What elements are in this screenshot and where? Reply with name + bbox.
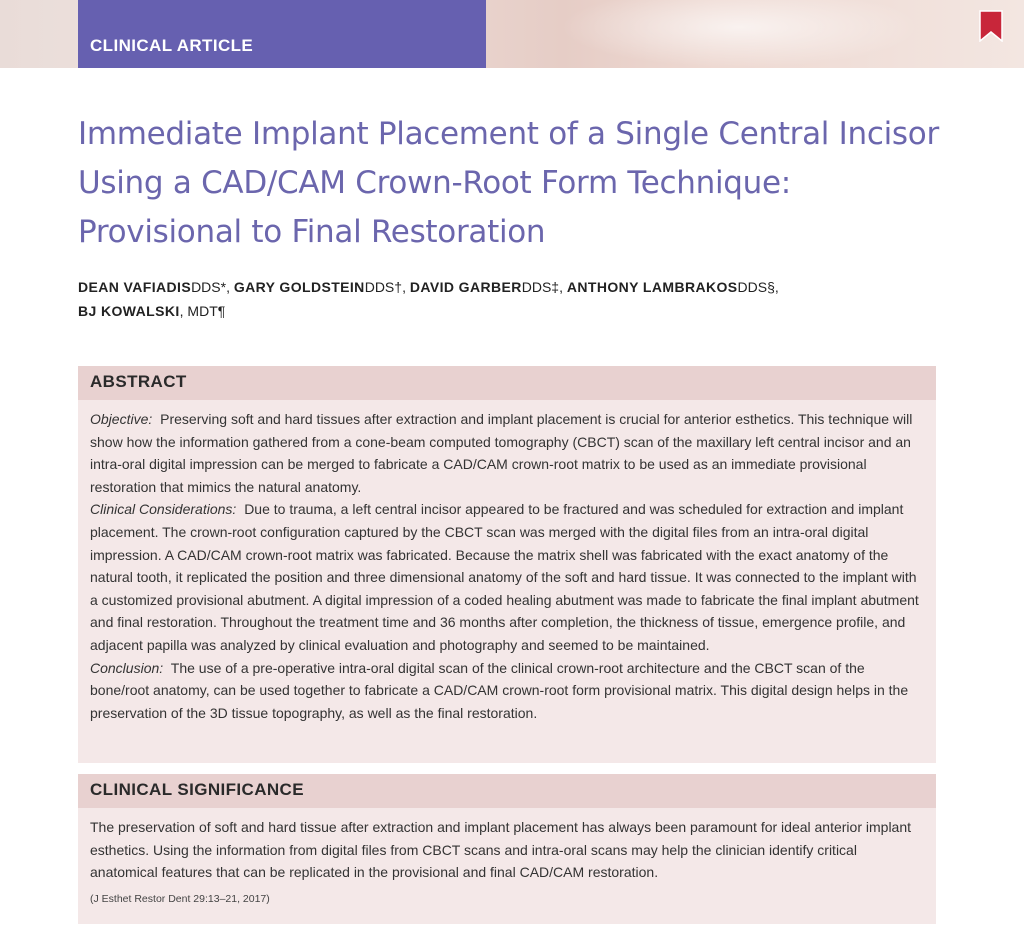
author-name: ANTHONY LAMBRAKOS xyxy=(566,279,738,295)
author-degree: DDS* xyxy=(191,279,227,295)
abstract-clinical-considerations xyxy=(90,498,924,656)
abstract-heading: ABSTRACT xyxy=(78,366,936,400)
abstract-box xyxy=(78,366,936,763)
conclusion-label: Conclusion: xyxy=(90,659,164,676)
abstract-body xyxy=(78,400,936,724)
title-line-2: Using a CAD/CAM Crown-Root Form Technique: xyxy=(78,165,791,201)
citation: (J Esthet Restor Dent 29:13–21, 2017) xyxy=(90,892,270,905)
abstract-conclusion xyxy=(90,657,924,725)
clinical-significance-box xyxy=(78,774,936,924)
conclusion-text: The use of a pre-operative intra-oral digital scan of the clinical crown-root architecture and the CBCT scan of the bone/root anatomy, can be used together to fabricate a CAD/CAM crown-root form provisional matrix. This digital design helps in the preservation of the 3D tissue topography, as well as the final restoration. xyxy=(90,659,909,721)
author-degree: DDS‡ xyxy=(521,279,560,295)
author-separator: , xyxy=(559,279,567,295)
author-degree: DDS§ xyxy=(737,279,775,295)
clinical-label: Clinical Considerations: xyxy=(90,501,237,518)
author-name: BJ KOWALSKI xyxy=(78,303,180,319)
clinical-significance-body xyxy=(78,808,936,908)
objective-label: Objective: xyxy=(90,411,153,427)
clinical-text: Due to trauma, a left central incisor appeared to be fractured and was scheduled for extraction and implant placement. The crown-root configuration captured by the CBCT scan was merged with the digital files from an intra-oral digital impression. A CAD/CAM crown-root matrix was fabricated. Because the matrix shell was fabricated with the exact anatomy of the natural tooth, it replicated the position and three dimensional anatomy of the soft and hard tissue. It was connected to the implant with a customized provisional abutment. A digital impression of a coded healing abutment was made to fabricate the final implant abutment and final restoration. Throughout the treatment time and 36 months after completion, the thickness of tissue, emergence profile, and adjacent papilla was analyzed by clinical evaluation and photography and seemed to be maintained. xyxy=(90,501,919,653)
objective-text: Preserving soft and hard tissues after extraction and implant placement is crucial for anterior esthetics. This technique will show how the information gathered from a cone-beam computed tomography (CBCT) scan of the maxillary left central incisor and an intra-oral digital impression can be merged to fabricate a CAD/CAM crown-root matrix to be used as an immediate provisional restoration that mimics the natural anatomy. xyxy=(90,411,913,495)
author-separator: , xyxy=(226,279,234,295)
author-separator: , xyxy=(179,303,188,319)
author-degree: MDT¶ xyxy=(187,303,226,319)
clinical-significance-heading: CLINICAL SIGNIFICANCE xyxy=(78,774,936,808)
author-separator: , xyxy=(402,279,410,295)
clinical-significance-text: The preservation of soft and hard tissue after extraction and implant placement has always been paramount for ideal anterior implant esthetics. Using the information from digital files from CBCT scans and intra-oral scans may help the clinician identify critical anatomical features that can be replicated in the provisional and final CAD/CAM restoration. xyxy=(90,819,912,881)
bookmark-icon[interactable] xyxy=(979,10,1003,42)
section-label xyxy=(78,0,486,68)
banner-photo-highlight xyxy=(560,0,920,68)
author-name: GARY GOLDSTEIN xyxy=(233,279,365,295)
title-line-3: Provisional to Final Restoration xyxy=(78,214,546,250)
article-title xyxy=(78,110,958,257)
title-line-1: Immediate Implant Placement of a Single Central Incisor xyxy=(78,116,939,152)
abstract-objective xyxy=(90,408,924,498)
bookmark-icon-graphic xyxy=(979,10,1003,42)
author-separator: , xyxy=(774,279,779,295)
author-name: DAVID GARBER xyxy=(409,279,522,295)
author-name: DEAN VAFIADIS xyxy=(78,279,192,295)
section-label-text: CLINICAL ARTICLE xyxy=(90,36,254,55)
author-degree: DDS† xyxy=(364,279,403,295)
author-list xyxy=(78,275,958,323)
